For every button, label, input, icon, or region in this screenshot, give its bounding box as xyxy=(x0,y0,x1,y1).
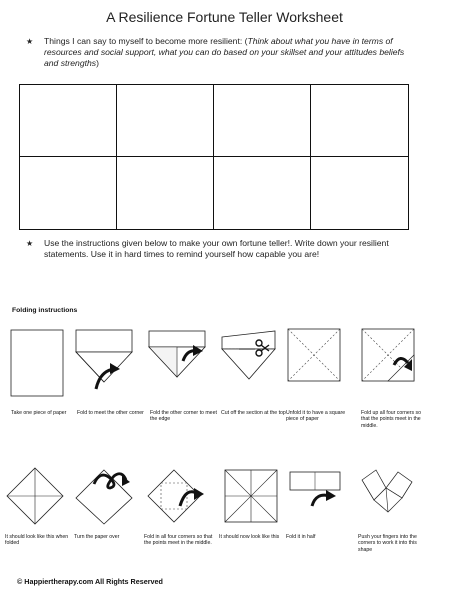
step-caption: Turn the paper over xyxy=(74,534,120,540)
statement-box[interactable] xyxy=(20,85,117,157)
fold-corners-again-icon xyxy=(146,466,210,528)
star-bullet-icon: ★ xyxy=(26,239,34,248)
step-caption: Take one piece of paper xyxy=(11,410,67,416)
folded-diamond-icon xyxy=(5,466,67,528)
worksheet-title: A Resilience Fortune Teller Worksheet xyxy=(106,9,343,25)
star-bullet-icon: ★ xyxy=(26,37,34,46)
fold-half-icon xyxy=(286,466,348,524)
fold-edge-icon xyxy=(147,327,211,387)
copyright-footer: © Happiertherapy.com All Rights Reserved xyxy=(17,577,163,586)
statements-grid xyxy=(19,84,409,230)
step-caption: Push your fingers into the corners to work it into this shape xyxy=(358,534,417,553)
creased-square-icon xyxy=(223,468,283,528)
step-caption: Fold to meet the other corner xyxy=(77,410,144,416)
folding-instructions-heading: Folding instructions xyxy=(12,307,78,314)
statement-box[interactable] xyxy=(117,85,214,157)
statement-box[interactable] xyxy=(20,157,117,229)
step-caption: Unfold it to have a square piece of paper xyxy=(286,410,346,423)
step-caption: Cut off the section at the top xyxy=(221,410,286,416)
turn-over-icon xyxy=(74,466,136,528)
step-caption: Fold in all four corners so that the points meet in the middle. xyxy=(144,534,213,547)
instructions-text: Use the instructions given below to make your own fortune teller!. Write down your resilient statements. Use it in hard times to remind yourself how capable you are! xyxy=(44,238,389,259)
statement-box[interactable] xyxy=(117,157,214,229)
fold-corner-icon xyxy=(74,327,138,399)
statement-box[interactable] xyxy=(214,85,311,157)
step-caption: It should look like this when folded xyxy=(5,534,69,547)
fortune-teller-icon xyxy=(356,466,422,530)
step-caption: Fold up all four corners so that the points meet in the middle. xyxy=(361,410,421,429)
statement-box[interactable] xyxy=(311,85,408,157)
statement-box[interactable] xyxy=(214,157,311,229)
fold-corners-icon xyxy=(360,327,422,391)
step-caption: Fold it in half xyxy=(286,534,316,540)
paper-sheet-icon xyxy=(9,329,69,399)
instructions-prompt xyxy=(26,238,416,264)
prompt-tail: ) xyxy=(96,58,99,68)
unfolded-square-icon xyxy=(286,327,346,387)
step-caption: Fold the other corner to meet the edge xyxy=(150,410,217,423)
scissors-cut-icon xyxy=(219,327,283,387)
statement-box[interactable] xyxy=(311,157,408,229)
resilience-statements-prompt xyxy=(26,36,416,72)
prompt-lead: Things I can say to myself to become more resilient: ( xyxy=(44,36,248,46)
step-caption: It should now look like this xyxy=(219,534,280,540)
prompt-hint: Think about what you have in terms of resources and social support, what you can do based on your skillset and your attitudes beliefs and strengths xyxy=(44,36,405,68)
